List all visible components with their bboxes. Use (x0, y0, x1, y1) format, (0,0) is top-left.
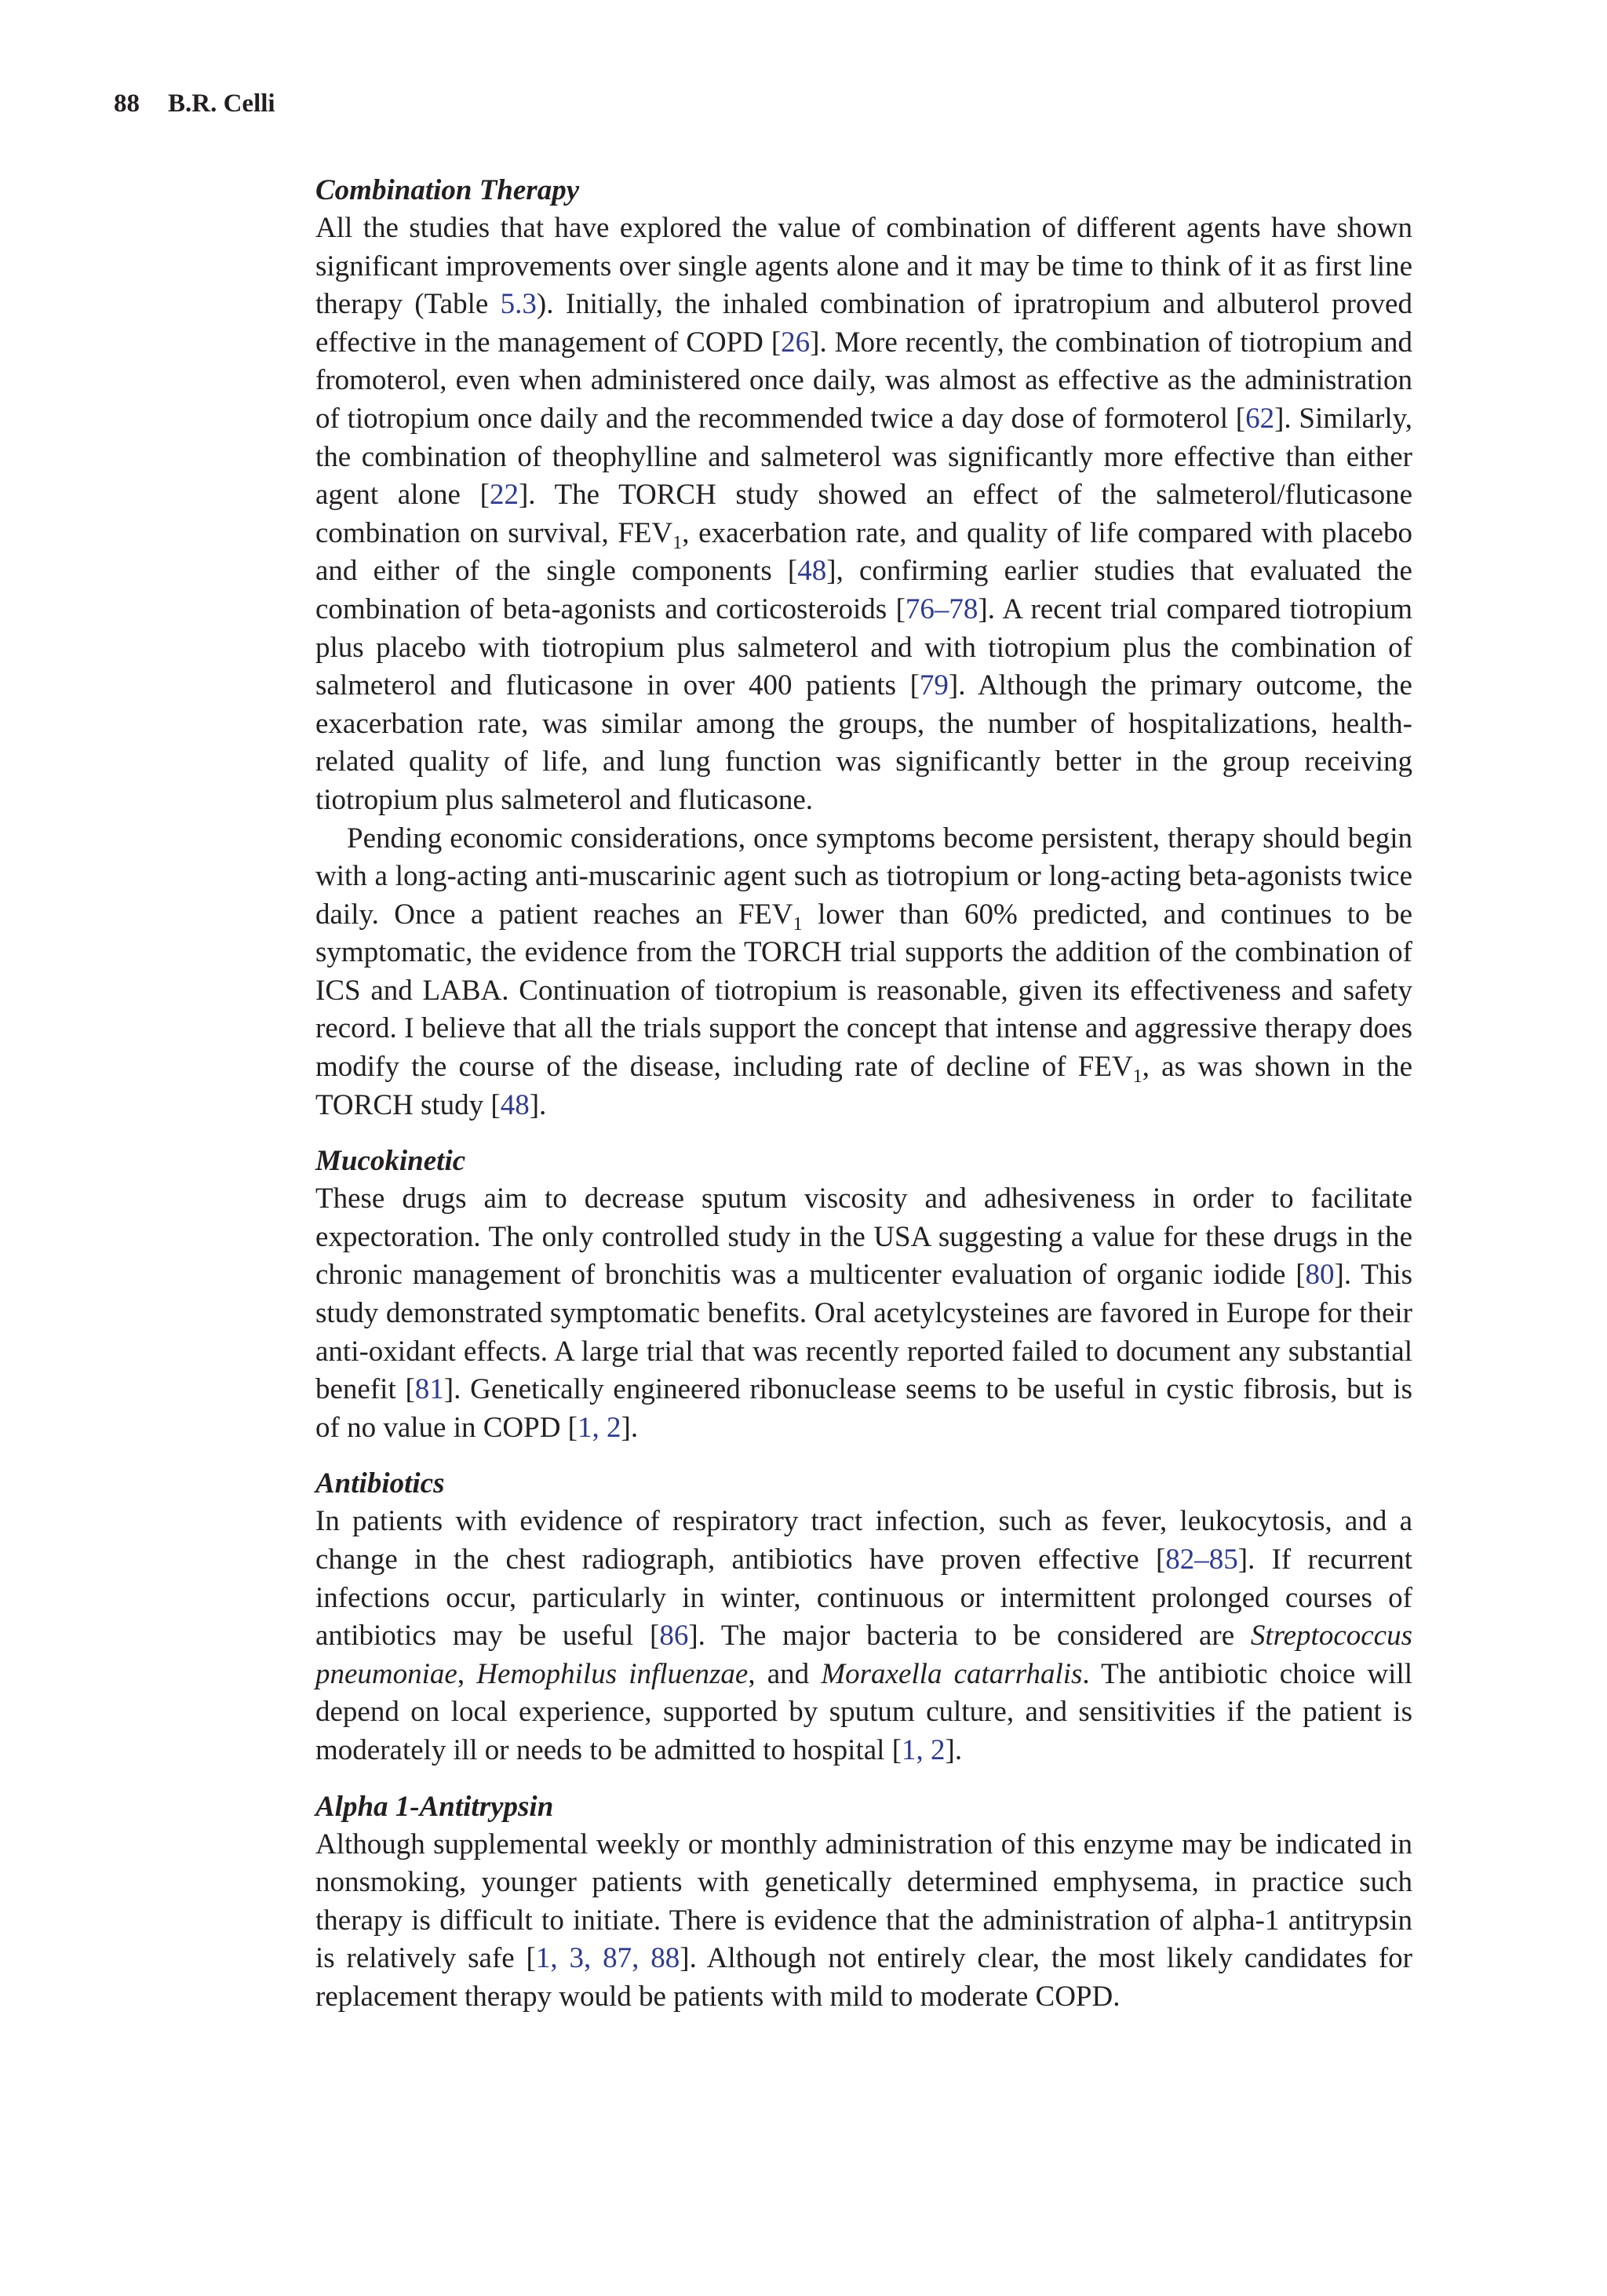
paragraph (315, 210, 1412, 820)
citation-link[interactable]: 76–78 (905, 592, 978, 625)
text-run: In patients with evidence of respiratory tract infection, such as fever, leukocytosis, and a change in the chest radiograph, antibiotics have proven effective [ (315, 1505, 1412, 1576)
paragraph (315, 1180, 1412, 1447)
text-run: ]. Although not entirely clear, the most likely candidates for replacement therapy would be patients with mild to moderate COPD. (315, 1942, 1413, 2013)
text-run: ]. A recent trial compared tiotropium plus placebo with tiotropium plus salmeterol and with tiotropium plus the combination of salmeterol and fluticasone in over 400 patients [ (315, 592, 1412, 702)
citation-link[interactable]: 22 (489, 479, 519, 512)
section-title: Combination Therapy (315, 174, 580, 206)
citation-link[interactable]: 80 (1305, 1259, 1335, 1292)
text-run: , and (748, 1657, 822, 1690)
citation-link[interactable]: 79 (919, 669, 949, 702)
citation-link[interactable]: 48 (500, 1088, 530, 1121)
text-run: ]. Genetically engineered ribonuclease seems to be useful in cystic fibrosis, but is of no value in COPD [ (315, 1373, 1412, 1444)
text-run: ]. Although the primary outcome, the exacerbation rate, was similar among the groups, the number of hospitalizations, health-related quality of life, and lung function was significantly better in the group receiving tiotropium plus salmeterol and fluticasone. (315, 669, 1412, 816)
citation-link[interactable]: 1, 3, 87, 88 (535, 1942, 680, 1975)
text-run: Pending economic considerations, once symptoms become persistent, therapy should begin with a long-acting anti-muscarinic agent such as tiotropium or long-acting beta-agonists twice daily. Once a patient reaches an FEV (315, 822, 1412, 931)
page-body (315, 171, 1412, 2017)
section-alpha-1-antitrypsin (315, 1788, 1412, 2017)
text-run: , exacerbation rate, and quality of life compared with placebo and either of the single components [ (315, 516, 1412, 588)
species-name: Streptococcus pneumoniae (315, 1620, 1413, 1690)
text-run: ]. (529, 1088, 547, 1121)
citation-link[interactable]: 86 (659, 1620, 689, 1653)
species-name: Hemophilus influenzae (476, 1657, 749, 1690)
citation-link[interactable]: 82–85 (1165, 1543, 1238, 1576)
paragraph (315, 820, 1412, 1125)
species-name: Moraxella catarrhalis (821, 1657, 1083, 1690)
subscript: 1 (1132, 1066, 1142, 1088)
subscript: 1 (793, 913, 803, 935)
citation-link[interactable]: 48 (797, 555, 827, 588)
text-run: Although supplemental weekly or monthly administration of this enzyme may be indicated in nonsmoking, younger patients with genetically determined emphysema, in practice such therapy is difficult to initiate. There is evidence that the administration of alpha-1 antitrypsin is relatively safe [ (315, 1828, 1412, 1975)
citation-link[interactable]: 81 (414, 1373, 444, 1406)
text-run: ], confirming earlier studies that evaluated the combination of beta-agonists and corticosteroids [ (315, 555, 1412, 625)
text-run: . The antibiotic choice will depend on local experience, supported by sputum culture, and sensitivities if the patient is moderately ill or needs to be admitted to hospital [ (315, 1657, 1412, 1766)
paragraph (315, 1503, 1412, 1769)
running-head (114, 91, 275, 117)
section-title: Alpha 1-Antitrypsin (315, 1790, 554, 1823)
text-run: lower than 60% predicted, and continues to be symptomatic, the evidence from the TORCH trial supports the addition of the combination of ICS and LABA. Continuation of tiotropium is reasonable, given its effectiveness and safety record. I believe that all the trials support the concept that intense and aggressive therapy does modify the course of the disease, including rate of decline of FEV (315, 898, 1412, 1084)
text-run: ). Initially, the inhaled combination of ipratropium and albuterol proved effective in the management of COPD [ (315, 288, 1412, 359)
citation-link[interactable]: 1, 2 (902, 1733, 946, 1766)
text-run: ]. If recurrent infections occur, particularly in winter, continuous or intermittent prolonged courses of antibiotics may be useful [ (315, 1543, 1412, 1653)
section-antibiotics (315, 1464, 1412, 1769)
section-title: Mucokinetic (315, 1145, 466, 1178)
text-run: ]. (621, 1411, 639, 1444)
text-run: All the studies that have explored the value of combination of different agents have shown significant improvements over single agents alone and it may be time to think of it as first line therapy (Table (315, 212, 1412, 321)
text-run: These drugs aim to decrease sputum viscosity and adhesiveness in order to facilitate expectoration. The only controlled study in the USA suggesting a value for these drugs in the chronic management of bronchitis was a multicenter evaluation of organic iodide [ (315, 1183, 1412, 1292)
section-mucokinetic (315, 1142, 1412, 1447)
section-combination-therapy (315, 171, 1412, 1124)
page-number: 88 (114, 89, 140, 118)
citation-link[interactable]: 62 (1245, 402, 1275, 435)
citation-link[interactable]: 1, 2 (578, 1411, 621, 1444)
text-run: ]. More recently, the combination of tiotropium and fromoterol, even when administered once daily, was almost as effective as the administration of tiotropium once daily and the recommended twice a day dose of formoterol [ (315, 326, 1412, 435)
section-title: Antibiotics (315, 1467, 445, 1500)
table-link[interactable]: 5.3 (500, 288, 537, 321)
text-run: , (457, 1657, 477, 1690)
text-run: , as was shown in the TORCH study [ (315, 1051, 1413, 1121)
text-run: ]. This study demonstrated symptomatic benefits. Oral acetylcysteines are favored in Europe for their anti-oxidant effects. A large trial that was recently reported failed to document any substantial benefit [ (315, 1259, 1412, 1406)
paragraph (315, 1826, 1412, 2017)
text-run: ]. (945, 1733, 963, 1766)
text-run: ]. Similarly, the combination of theophylline and salmeterol was significantly more effective than either agent alone [ (315, 402, 1412, 512)
subscript: 1 (672, 532, 683, 553)
text-run: ]. The TORCH study showed an effect of the salmeterol/fluticasone combination on survival, FEV (315, 479, 1413, 549)
text-run: ]. The major bacteria to be considered are (688, 1620, 1251, 1653)
citation-link[interactable]: 26 (781, 326, 811, 359)
running-head-author: B.R. Celli (168, 89, 275, 118)
